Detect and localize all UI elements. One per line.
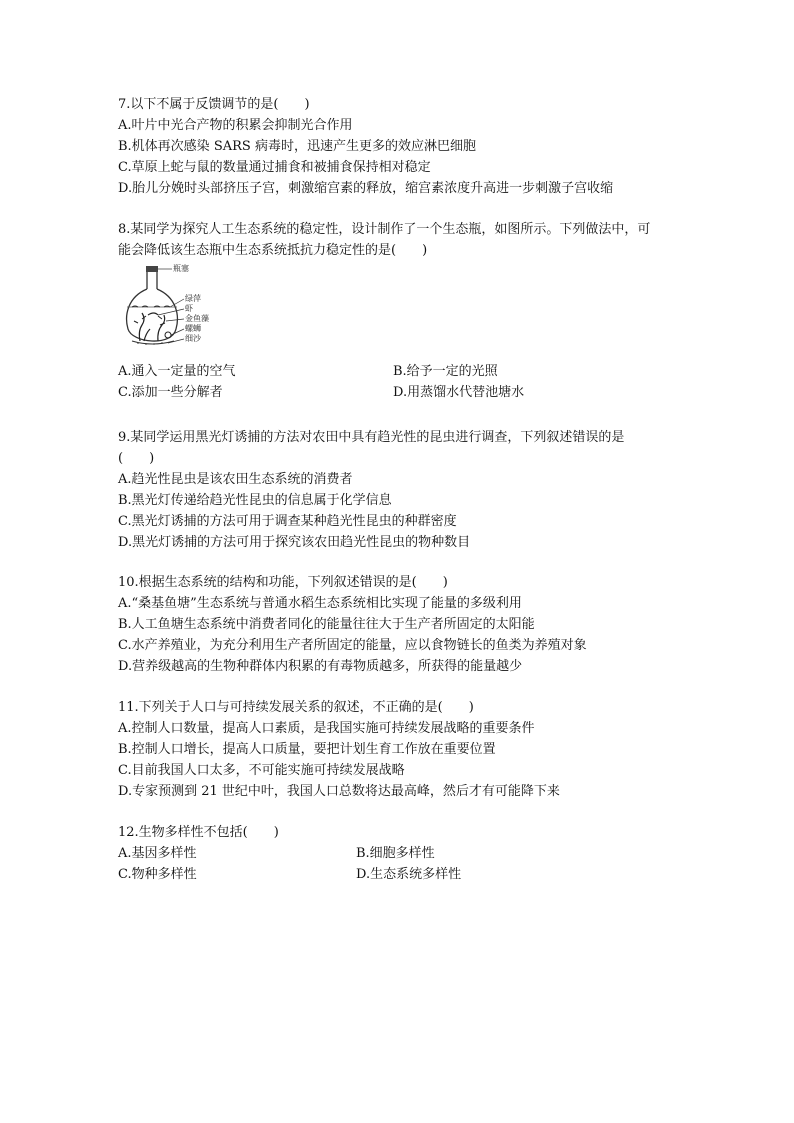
- question-7: [118, 94, 698, 199]
- options-row-2: [118, 864, 698, 885]
- option-b: B.人工鱼塘生态系统中消费者同化的能量往往大于生产者所固定的太阳能: [118, 617, 535, 632]
- question-stem-continued: ( ): [118, 451, 155, 466]
- question-stem: 10.根据生态系统的结构和功能，下列叙述错误的是( ): [118, 575, 448, 590]
- option-c: C.水产养殖业，为充分利用生产者所固定的能量，应以食物链长的鱼类为养殖对象: [118, 638, 587, 653]
- label-stopper: 瓶塞: [173, 264, 189, 273]
- question-stem: 12.生物多样性不包括( ): [118, 825, 279, 840]
- option-d: D.专家预测到 21 世纪中叶，我国人口总数将达最高峰，然后才有可能降下来: [118, 784, 560, 799]
- question-10: [118, 572, 698, 677]
- option-c: C.物种多样性: [118, 867, 197, 882]
- option-c: C.添加一些分解者: [118, 385, 223, 400]
- option-b: B.控制人口增长，提高人口质量，要把计划生育工作放在重要位置: [118, 742, 496, 757]
- question-11: [118, 697, 698, 802]
- option-c: C.黑光灯诱捕的方法可用于调查某种趋光性昆虫的种群密度: [118, 514, 457, 529]
- bottle-drawing: [118, 263, 228, 353]
- options-row-1: [118, 361, 698, 382]
- option-b: B.黑光灯传递给趋光性昆虫的信息属于化学信息: [118, 493, 392, 508]
- question-stem-continued: 能会降低该生态瓶中生态系统抵抗力稳定性的是( ): [118, 243, 428, 258]
- option-d: D.营养级越高的生物种群体内积累的有毒物质越多，所获得的能量越少: [118, 659, 523, 674]
- option-a: A.基因多样性: [118, 846, 197, 861]
- option-a: A.通入一定量的空气: [118, 364, 236, 379]
- option-d: D.黑光灯诱捕的方法可用于探究该农田趋光性昆虫的物种数目: [118, 535, 471, 550]
- option-a: A.“桑基鱼塘”生态系统与普通水稻生态系统相比实现了能量的多级利用: [118, 596, 522, 611]
- label-snail: 螺蛳: [185, 324, 201, 333]
- question-stem: 8.某同学为探究人工生态系统的稳定性，设计制作了一个生态瓶，如图所示。下列做法中，可: [118, 222, 651, 237]
- bottle-stopper: [146, 266, 158, 272]
- question-9: [118, 427, 698, 553]
- label-shrimp: 虾: [185, 304, 193, 313]
- option-a: A.趋光性昆虫是该农田生态系统的消费者: [118, 472, 353, 487]
- options-row-1: [118, 843, 698, 864]
- option-b: B.给予一定的光照: [393, 364, 498, 379]
- options-row-2: [118, 382, 698, 403]
- question-8: [118, 219, 698, 403]
- question-stem: 11.下列关于人口与可持续发展关系的叙述，不正确的是( ): [118, 700, 474, 715]
- option-d: D.胎儿分娩时头部挤压子宫，刺激缩宫素的释放，缩宫素浓度升高进一步刺激子宫收缩: [118, 181, 614, 196]
- option-b: B.机体再次感染 SARS 病毒时，迅速产生更多的效应淋巴细胞: [118, 139, 476, 154]
- option-b: B.细胞多样性: [356, 846, 435, 861]
- option-d: D.生态系统多样性: [356, 867, 462, 882]
- question-12: [118, 822, 698, 885]
- option-c: C.目前我国人口太多，不可能实施可持续发展战略: [118, 763, 405, 778]
- option-d: D.用蒸馏水代替池塘水: [393, 385, 525, 400]
- question-stem: 9.某同学运用黑光灯诱捕的方法对农田中具有趋光性的昆虫进行调查，下列叙述错误的是: [118, 430, 625, 445]
- ecological-bottle-figure: [118, 263, 228, 353]
- question-stem: 7.以下不属于反馈调节的是( ): [118, 97, 310, 112]
- label-duckweed: 绿萍: [185, 294, 201, 303]
- option-a: A.控制人口数量，提高人口素质，是我国实施可持续发展战略的重要条件: [118, 721, 535, 736]
- label-sand: 细沙: [185, 334, 201, 343]
- option-c: C.草原上蛇与鼠的数量通过捕食和被捕食保持相对稳定: [118, 160, 431, 175]
- label-hornwort: 金鱼藻: [185, 314, 209, 323]
- option-a: A.叶片中光合产物的积累会抑制光合作用: [118, 118, 353, 133]
